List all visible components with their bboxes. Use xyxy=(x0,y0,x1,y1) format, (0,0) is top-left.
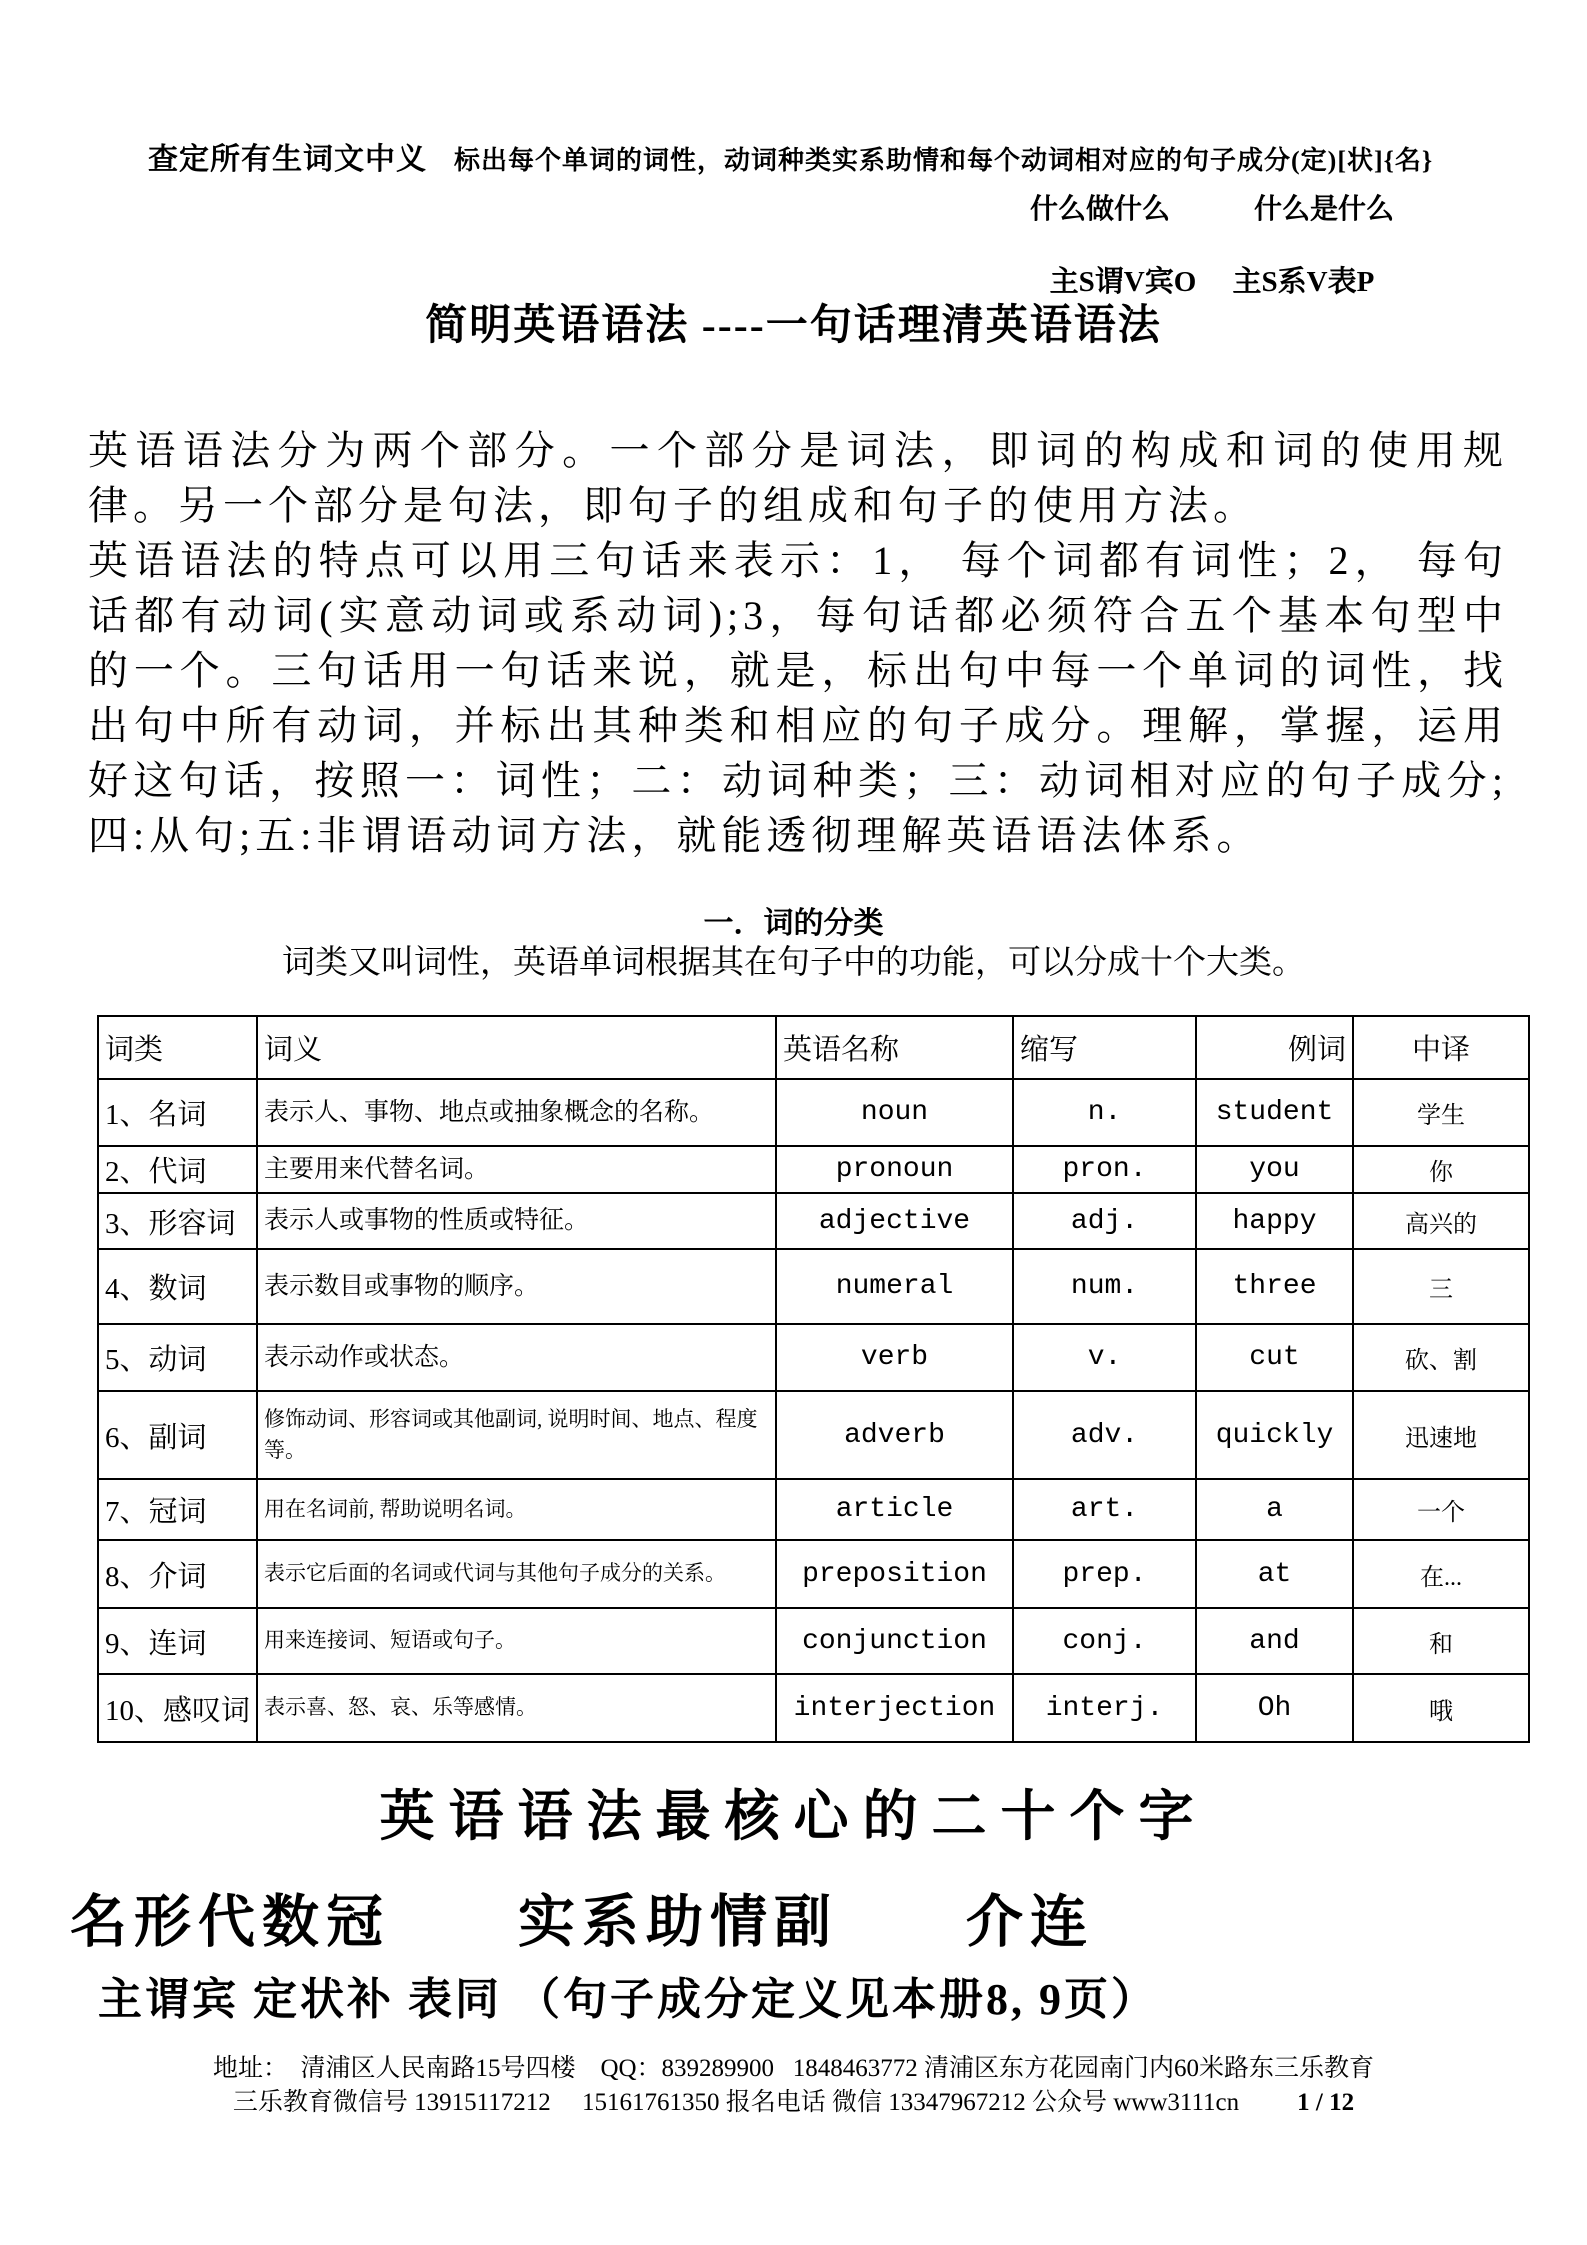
cell-chinese: 高兴的 xyxy=(1353,1193,1529,1249)
section-subheading: 词类又叫词性，英语单词根据其在句子中的功能，可以分成十个大类。 xyxy=(282,945,1305,981)
footer-address-line: 地址： 清浦区人民南路15号四楼 QQ：839289900 1848463772 清浦区东方花园南门内60米路东三乐教育 xyxy=(212,2055,1375,2082)
cell-meaning: 用在名词前, 帮助说明名词。 xyxy=(257,1479,776,1540)
cell-example: Oh xyxy=(1196,1674,1353,1742)
cell-chinese: 三 xyxy=(1353,1249,1529,1324)
cell-abbr: art. xyxy=(1013,1479,1196,1540)
cell-category: 5、动词 xyxy=(98,1324,257,1391)
table-row-adverb xyxy=(98,1391,1529,1479)
table-row-preposition xyxy=(98,1540,1529,1608)
cell-example: cut xyxy=(1196,1324,1353,1391)
table-row-adjective xyxy=(98,1193,1529,1249)
cell-meaning: 表示动作或状态。 xyxy=(257,1324,776,1391)
cell-category: 7、冠词 xyxy=(98,1479,257,1540)
cell-chinese: 在... xyxy=(1353,1540,1529,1608)
cell-english: adverb xyxy=(776,1391,1013,1479)
cell-example: happy xyxy=(1196,1193,1353,1249)
cell-meaning: 表示人或事物的性质或特征。 xyxy=(257,1193,776,1249)
cell-meaning: 表示喜、怒、哀、乐等感情。 xyxy=(257,1674,776,1742)
cell-abbr: adv. xyxy=(1013,1391,1196,1479)
header-annotation-lead: 查定所有生词文中义 xyxy=(148,143,427,176)
cell-category: 8、介词 xyxy=(98,1540,257,1608)
cell-abbr: interj. xyxy=(1013,1674,1196,1742)
cell-meaning: 表示数目或事物的顺序。 xyxy=(257,1249,776,1324)
cell-chinese: 砍、割 xyxy=(1353,1324,1529,1391)
cell-category: 6、副词 xyxy=(98,1391,257,1479)
cell-abbr: adj. xyxy=(1013,1193,1196,1249)
core-components-line: 主谓宾 定状补 表同 （句子成分定义见本册8, 9页） xyxy=(98,1975,1158,2024)
cell-english: noun xyxy=(776,1079,1013,1146)
cell-meaning: 主要用来代替名词。 xyxy=(257,1146,776,1193)
cell-example: and xyxy=(1196,1608,1353,1674)
table-row-conjunction xyxy=(98,1608,1529,1674)
cell-chinese: 一个 xyxy=(1353,1479,1529,1540)
cell-english: verb xyxy=(776,1324,1013,1391)
cell-category: 3、形容词 xyxy=(98,1193,257,1249)
cell-category: 2、代词 xyxy=(98,1146,257,1193)
cell-category: 9、连词 xyxy=(98,1608,257,1674)
cell-meaning: 用来连接词、短语或句子。 xyxy=(257,1608,776,1674)
cell-example: quickly xyxy=(1196,1391,1353,1479)
cell-abbr: prep. xyxy=(1013,1540,1196,1608)
footer-contact-line xyxy=(0,2086,1587,2120)
cell-abbr: pron. xyxy=(1013,1146,1196,1193)
table-row-noun xyxy=(98,1079,1529,1146)
table-row-interjection xyxy=(98,1674,1529,1742)
parts-of-speech-table xyxy=(97,1015,1530,1743)
cell-meaning: 修饰动词、形容词或其他副词, 说明时间、地点、程度等。 xyxy=(257,1391,776,1479)
intro-paragraph-2: 英语语法的特点可以用三句话来表示：1， 每个词都有词性；2， 每句话都有动词(实意动词或系动词);3，每句话都必须符合五个基本句型中的一个。三句话用一句话来说，就是，标出句中每一个单词的词性，找出句中所有动词，并标出其种类和相应的句子成分。理解，掌握，运用好这句话，按照一：词性；二：动词种类；三：动词相对应的句子成分;四:从句;五:非谓语动词方法，就能透彻理解英语语法体系。 xyxy=(88,538,1508,858)
col-header-category: 词类 xyxy=(98,1016,257,1079)
col-header-english-name: 英语名称 xyxy=(776,1016,1013,1079)
header-annotation-rest: 标出每个单词的词性，动词种类实系助情和每个动词相对应的句子成分(定)[状]{名} xyxy=(427,146,1434,175)
col-header-abbreviation: 缩写 xyxy=(1013,1016,1196,1079)
header-pattern-svo-svp: 主S谓V宾O 主S系V表P xyxy=(1049,266,1375,298)
cell-abbr: conj. xyxy=(1013,1608,1196,1674)
table-header-row xyxy=(98,1016,1529,1079)
cell-meaning: 表示它后面的名词或代词与其他句子成分的关系。 xyxy=(257,1540,776,1608)
cell-english: pronoun xyxy=(776,1146,1013,1193)
cell-chinese: 和 xyxy=(1353,1608,1529,1674)
cell-abbr: n. xyxy=(1013,1079,1196,1146)
col-header-meaning: 词义 xyxy=(257,1016,776,1079)
cell-category: 1、名词 xyxy=(98,1079,257,1146)
cell-example: student xyxy=(1196,1079,1353,1146)
footer xyxy=(0,2052,1587,2120)
cell-meaning: 表示人、事物、地点或抽象概念的名称。 xyxy=(257,1079,776,1146)
cell-english: conjunction xyxy=(776,1608,1013,1674)
table-row-pronoun xyxy=(98,1146,1529,1193)
cell-example: three xyxy=(1196,1249,1353,1324)
cell-english: preposition xyxy=(776,1540,1013,1608)
col-header-chinese: 中译 xyxy=(1353,1016,1529,1079)
cell-chinese: 哦 xyxy=(1353,1674,1529,1742)
cell-chinese: 你 xyxy=(1353,1146,1529,1193)
cell-abbr: num. xyxy=(1013,1249,1196,1324)
table-row-article xyxy=(98,1479,1529,1540)
intro-paragraphs xyxy=(88,423,1508,863)
cell-example: you xyxy=(1196,1146,1353,1193)
core-heading: 英语语法最核心的二十个字 xyxy=(379,1786,1208,1847)
page-title: 简明英语语法 ----一句话理清英语语法 xyxy=(425,303,1162,349)
table-row-verb xyxy=(98,1324,1529,1391)
header-pattern-do-be: 什么做什么 什么是什么 xyxy=(1029,194,1394,225)
cell-category: 10、感叹词 xyxy=(98,1674,257,1742)
page-number: 1 / 12 xyxy=(1297,2089,1355,2116)
table-row-numeral xyxy=(98,1249,1529,1324)
intro-paragraph-1: 英语语法分为两个部分。一个部分是词法，即词的构成和词的使用规律。另一个部分是句法，即句子的组成和句子的使用方法。 xyxy=(88,428,1508,528)
cell-english: adjective xyxy=(776,1193,1013,1249)
cell-english: interjection xyxy=(776,1674,1013,1742)
section-heading: 一．词的分类 xyxy=(703,907,884,940)
core-words-line: 名形代数冠 实系助情副 介连 xyxy=(70,1891,1094,1954)
cell-chinese: 学生 xyxy=(1353,1079,1529,1146)
col-header-example: 例词 xyxy=(1196,1016,1353,1079)
cell-category: 4、数词 xyxy=(98,1249,257,1324)
footer-contact-text: 三乐教育微信号 13915117212 15161761350 报名电话 微信 13347967212 公众号 www3111cn xyxy=(232,2089,1240,2116)
cell-example: at xyxy=(1196,1540,1353,1608)
cell-example: a xyxy=(1196,1479,1353,1540)
cell-chinese: 迅速地 xyxy=(1353,1391,1529,1479)
cell-english: article xyxy=(776,1479,1013,1540)
cell-abbr: v. xyxy=(1013,1324,1196,1391)
cell-english: numeral xyxy=(776,1249,1013,1324)
